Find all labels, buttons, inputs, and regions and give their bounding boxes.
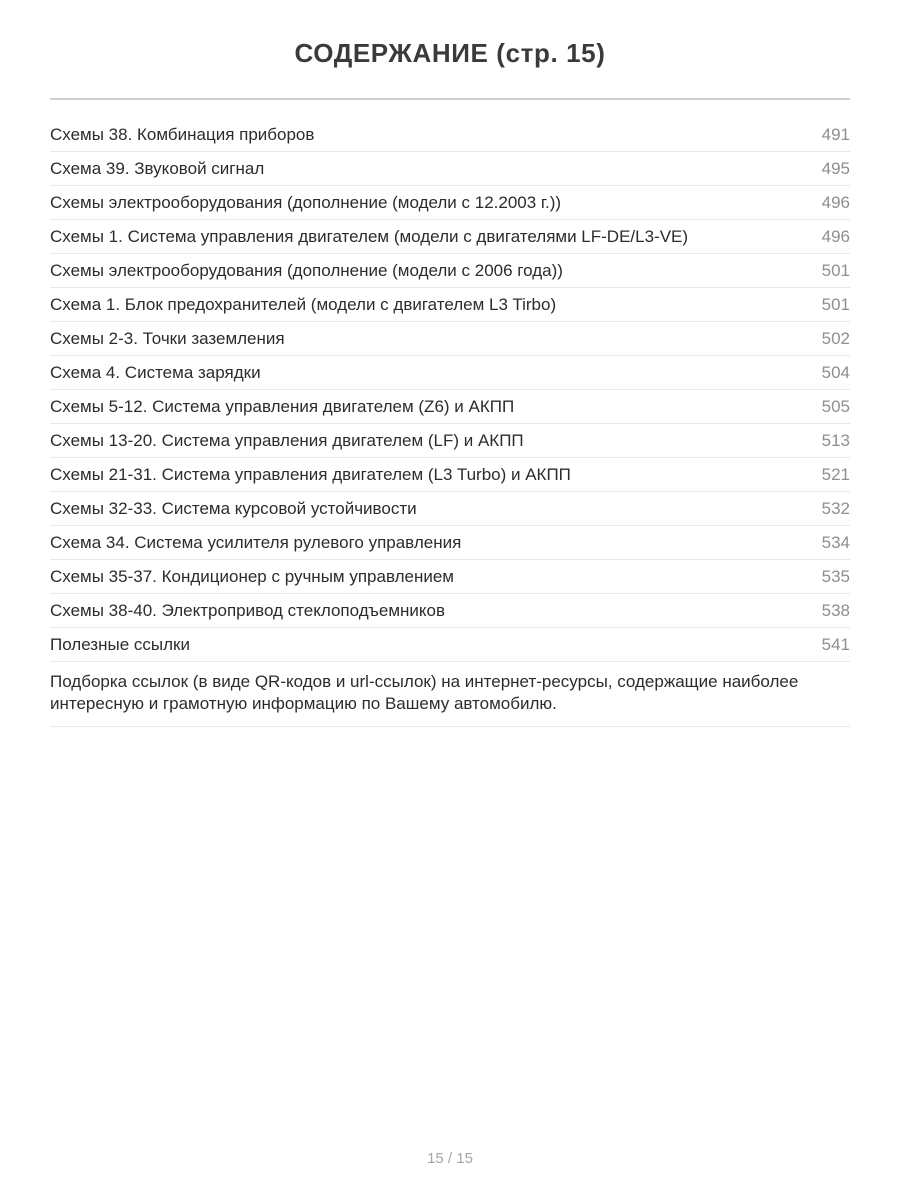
page-title: СОДЕРЖАНИЕ (стр. 15)	[294, 38, 606, 68]
toc-row	[50, 458, 850, 492]
toc-row	[50, 492, 850, 526]
toc-entry-page: 521	[821, 464, 850, 484]
toc-note: Подборка ссылок (в виде QR-кодов и url-ссылок) на интернет-ресурсы, содержащие наиболее интересную и грамотную информацию по Вашему автомобилю.	[50, 662, 850, 727]
toc-row	[50, 628, 850, 662]
toc-entry-page: 501	[821, 294, 850, 314]
toc-entry-page: 538	[821, 600, 850, 620]
toc-entry-label: Схемы 38-40. Электропривод стеклоподъемников	[50, 600, 446, 620]
toc-row	[50, 356, 850, 390]
toc-row	[50, 152, 850, 186]
toc-entry-label: Схемы 13-20. Система управления двигателем (LF) и АКПП	[50, 430, 524, 450]
toc-entry-label: Схемы 38. Комбинация приборов	[50, 124, 315, 144]
toc-entry-label: Схемы 2-3. Точки заземления	[50, 328, 285, 348]
toc-entry-page: 535	[821, 566, 850, 586]
toc-entry-page: 502	[821, 328, 850, 348]
toc-row	[50, 118, 850, 152]
toc-row	[50, 288, 850, 322]
toc-entry-page: 505	[821, 396, 850, 416]
toc-list	[50, 118, 850, 662]
toc-entry-page: 501	[821, 260, 850, 280]
header-rule	[50, 98, 850, 100]
toc-entry-label: Схемы электрооборудования (дополнение (модели с 12.2003 г.))	[50, 192, 562, 212]
toc-row	[50, 186, 850, 220]
toc-entry-label: Схема 34. Система усилителя рулевого управления	[50, 532, 462, 552]
toc-entry-label: Схемы 21-31. Система управления двигателем (L3 Turbo) и АКПП	[50, 464, 571, 484]
toc-entry-label: Схема 39. Звуковой сигнал	[50, 158, 265, 178]
toc-entry-page: 495	[821, 158, 850, 178]
toc-entry-page: 513	[821, 430, 850, 450]
toc-row	[50, 560, 850, 594]
toc-row	[50, 526, 850, 560]
page-indicator: 15 / 15	[427, 1150, 473, 1167]
toc-entry-page: 496	[821, 226, 850, 246]
toc-entry-label: Схемы 32-33. Система курсовой устойчивости	[50, 498, 417, 518]
toc-row	[50, 254, 850, 288]
toc-row	[50, 220, 850, 254]
toc-entry-label: Схема 1. Блок предохранителей (модели с двигателем L3 Tirbo)	[50, 294, 557, 314]
toc-entry-page: 504	[821, 362, 850, 382]
toc-row	[50, 424, 850, 458]
toc-entry-page: 532	[821, 498, 850, 518]
toc-entry-page: 534	[821, 532, 850, 552]
toc-entry-label: Схемы электрооборудования (дополнение (модели с 2006 года))	[50, 260, 563, 280]
toc-row	[50, 390, 850, 424]
toc-row	[50, 594, 850, 628]
toc-entry-label: Полезные ссылки	[50, 634, 190, 654]
toc-entry-label: Схемы 35-37. Кондиционер с ручным управлением	[50, 566, 454, 586]
toc-entry-label: Схемы 5-12. Система управления двигателем (Z6) и АКПП	[50, 396, 515, 416]
toc-entry-label: Схемы 1. Система управления двигателем (модели с двигателями LF-DE/L3-VE)	[50, 226, 689, 246]
toc-entry-page: 496	[821, 192, 850, 212]
toc-entry-page: 541	[821, 634, 850, 654]
toc-row	[50, 322, 850, 356]
toc-entry-page: 491	[821, 124, 850, 144]
toc-entry-label: Схема 4. Система зарядки	[50, 362, 261, 382]
